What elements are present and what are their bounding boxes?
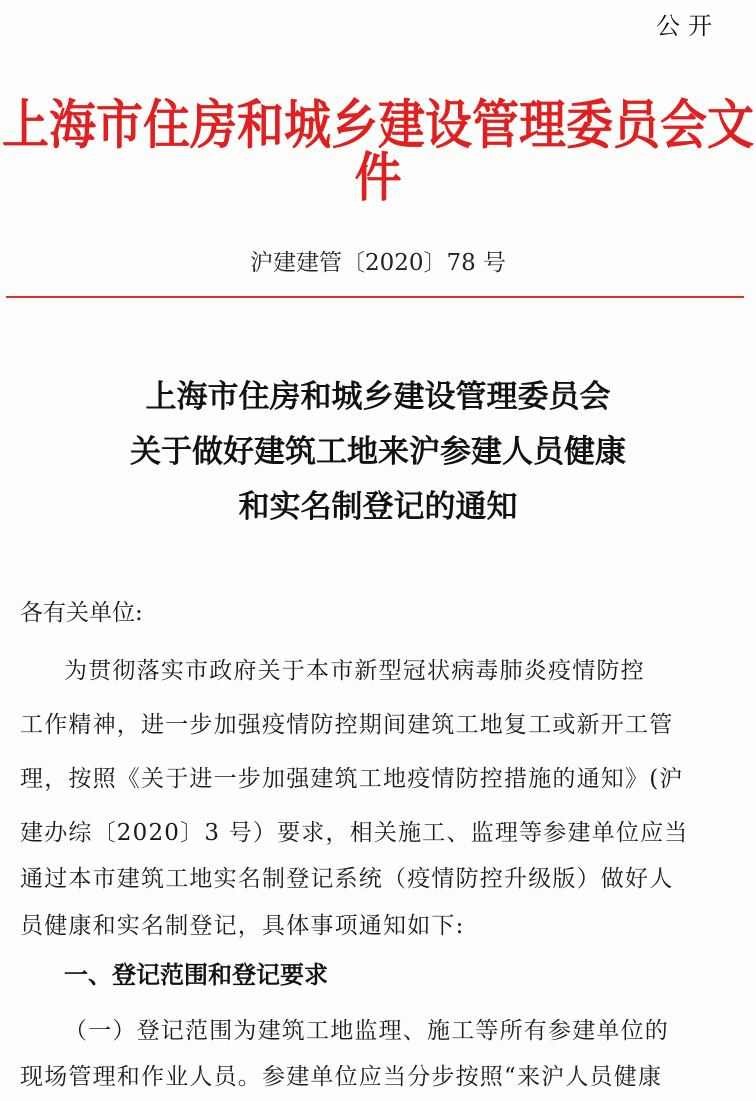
title-line: 和实名制登记的通知 xyxy=(238,489,518,525)
body-line: 建办综〔2020〕3 号）要求，相关施工、监理等参建单位应当 xyxy=(20,820,689,846)
classification-label: 公开 xyxy=(656,12,720,40)
section-body-line: 现场管理和作业人员。参建单位应当分步按照“来沪人员健康 xyxy=(20,1064,663,1090)
salutation: 各有关单位: xyxy=(20,600,143,626)
body-line: 员健康和实名制登记，具体事项通知如下: xyxy=(20,913,465,939)
title-line: 关于做好建筑工地来沪参建人员健康 xyxy=(130,434,626,470)
section-body-line: （一）登记范围为建筑工地监理、施工等所有参建单位的 xyxy=(64,1018,669,1044)
issuer-header: 上海市住房和城乡建设管理委员会文件 xyxy=(2,94,754,210)
section-heading: 一、登记范围和登记要求 xyxy=(64,961,328,989)
body-line: 理，按照《关于进一步加强建筑工地疫情防控措施的通知》(沪 xyxy=(20,766,684,792)
document-title xyxy=(0,370,756,535)
body-line: 工作精神，进一步加强疫情防控期间建筑工地复工或新开工管 xyxy=(20,712,674,738)
title-line: 上海市住房和城乡建设管理委员会 xyxy=(145,379,611,415)
body-line: 通过本市建筑工地实名制登记系统（疫情防控升级版）做好人 xyxy=(20,866,674,892)
document-number: 沪建建管〔2020〕78 号 xyxy=(249,250,507,276)
body-line: 为贯彻落实市政府关于本市新型冠状病毒肺炎疫情防控 xyxy=(64,658,645,684)
red-divider-line xyxy=(6,296,744,298)
